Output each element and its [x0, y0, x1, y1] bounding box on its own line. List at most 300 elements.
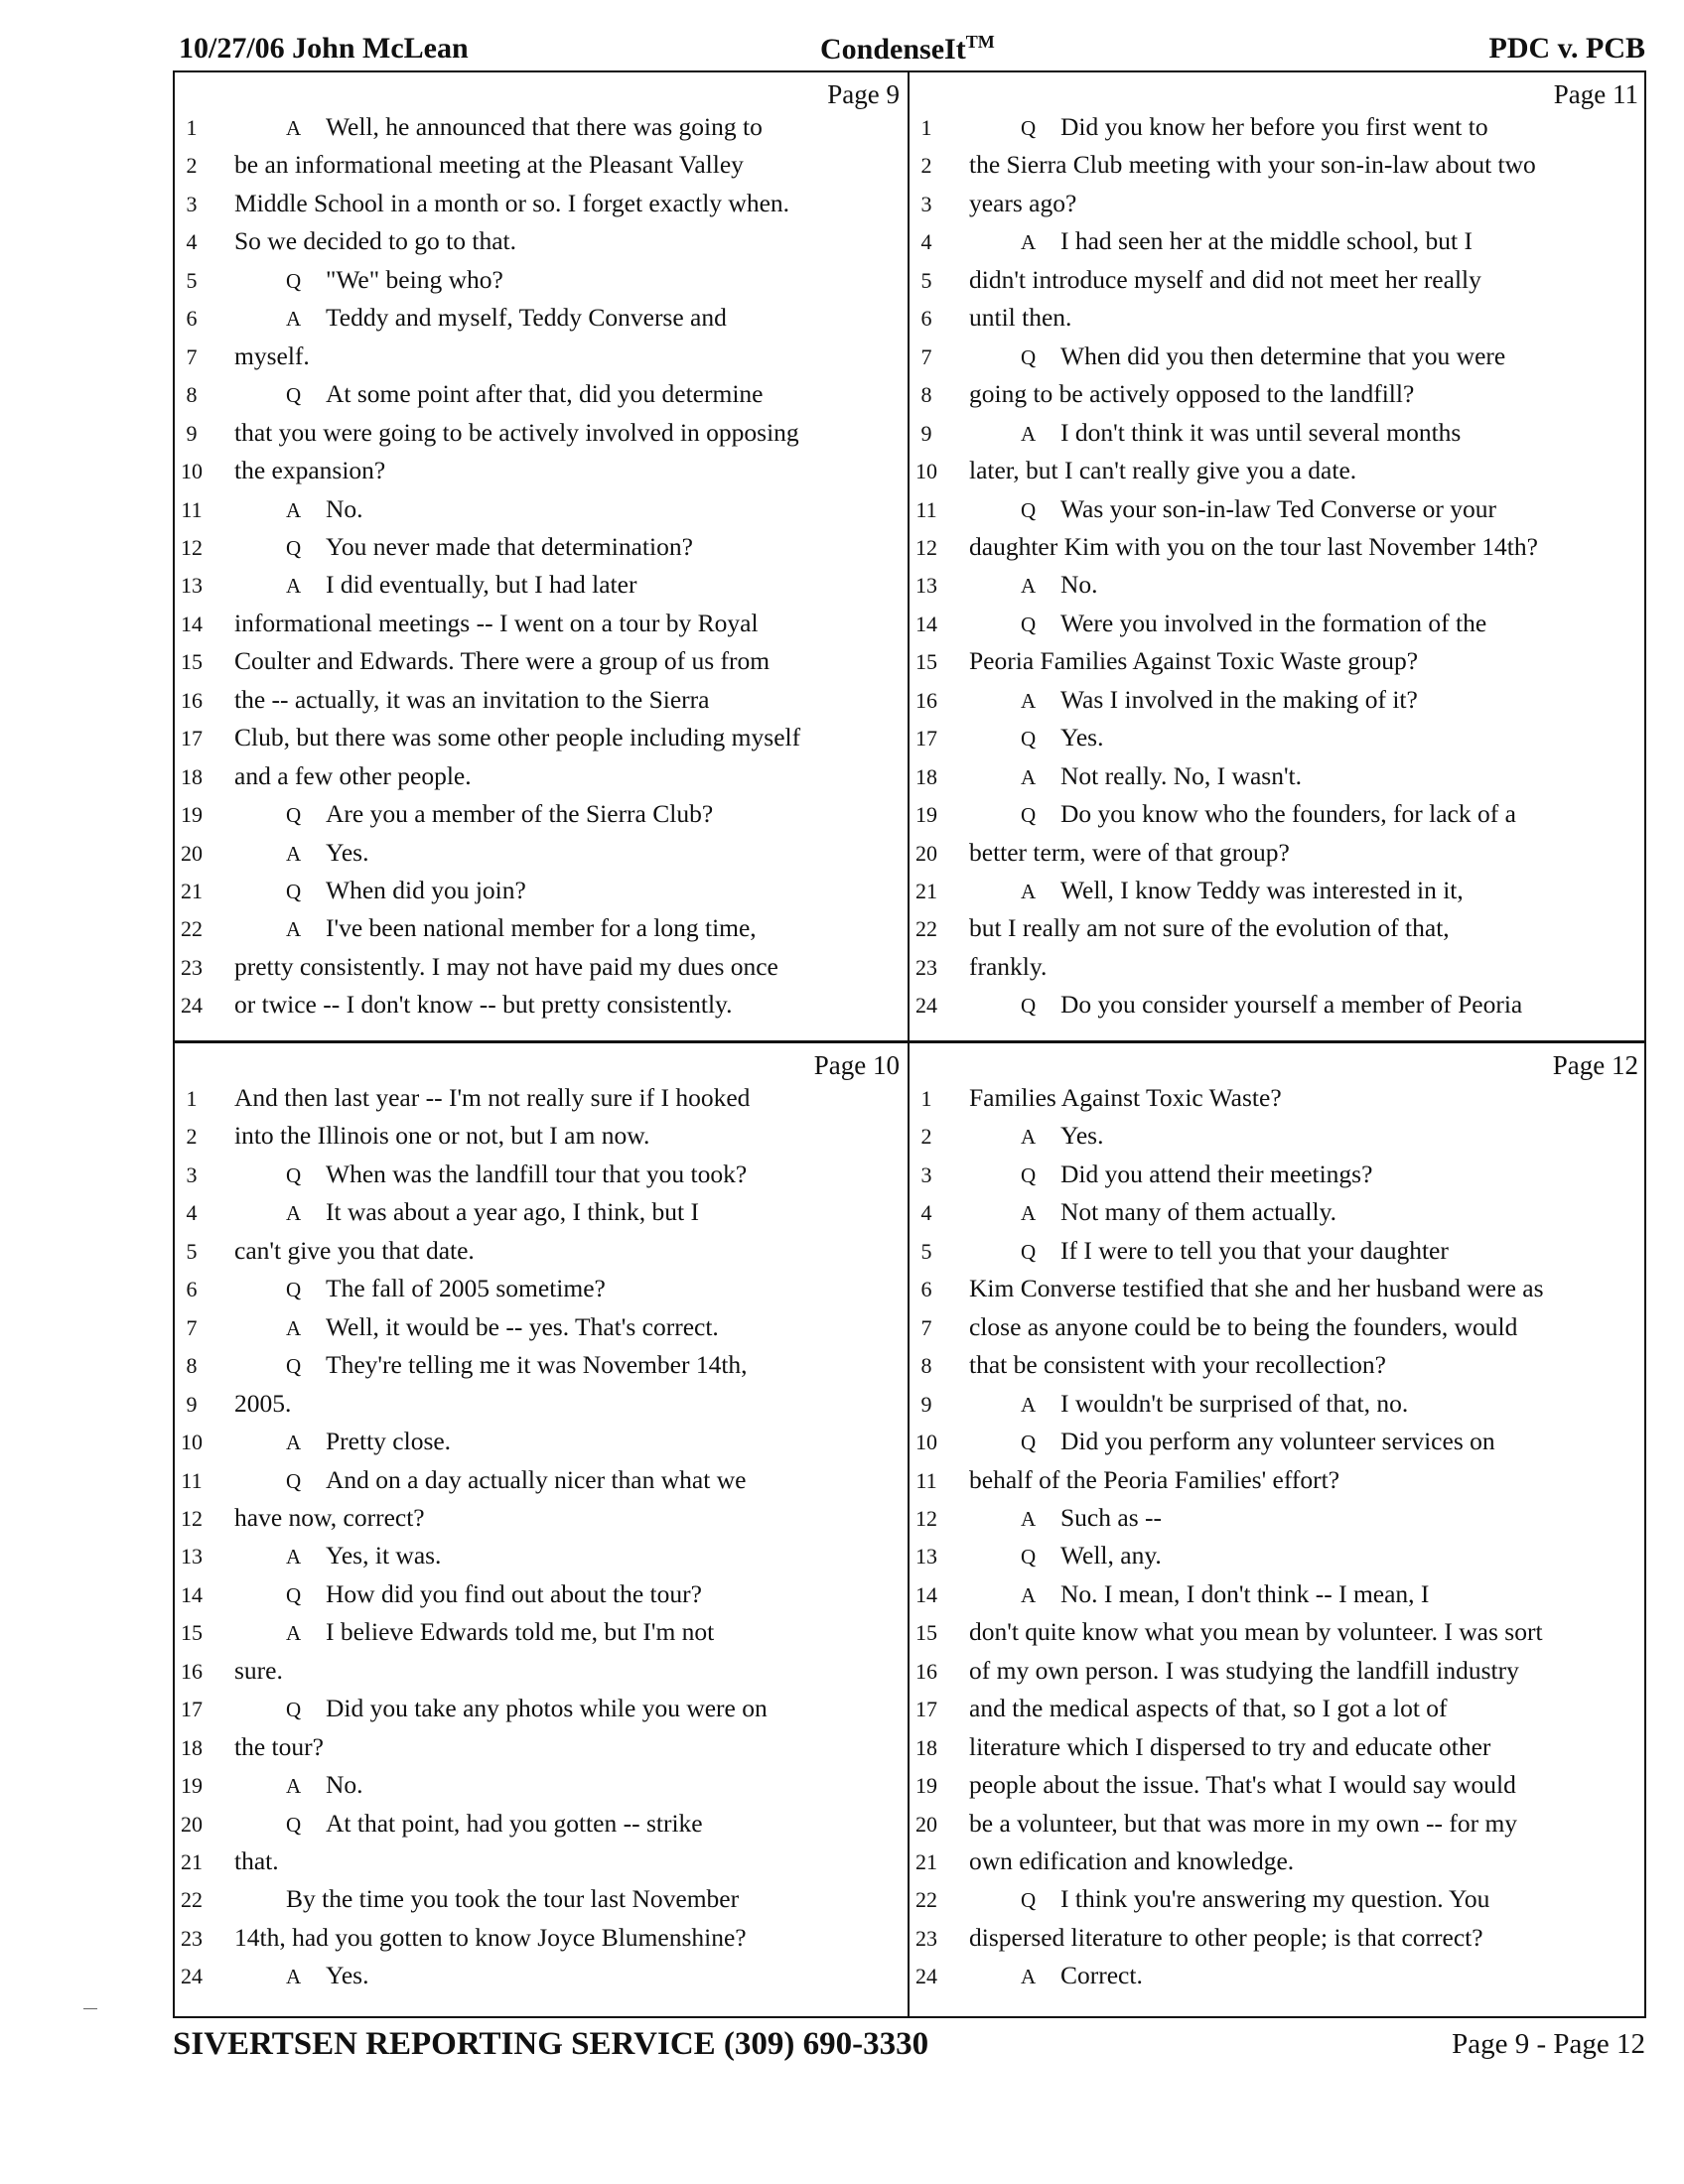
line-number: 12: [181, 1505, 203, 1531]
transcript-line: [175, 1121, 908, 1160]
line-number: 3: [920, 1161, 932, 1187]
line-number: 11: [181, 496, 203, 522]
testimony-text: They're telling me it was November 14th,: [326, 1350, 748, 1380]
testimony-text: pretty consistently. I may not have paid my dues once: [234, 951, 778, 981]
line-number: 4: [186, 1200, 198, 1226]
speaker-marker: Q: [1021, 1545, 1037, 1570]
line-number: 9: [920, 1391, 932, 1417]
testimony-text: own edification and knowledge.: [969, 1846, 1295, 1875]
testimony-text: Such as --: [1060, 1502, 1162, 1532]
line-number: 17: [181, 726, 203, 751]
speaker-marker: A: [1021, 1125, 1037, 1150]
speaker-marker: Q: [286, 1278, 302, 1302]
line-text: [234, 456, 385, 485]
line-text: [234, 609, 759, 638]
transcript-line: [910, 1694, 1646, 1732]
transcript-line: [910, 1197, 1646, 1236]
line-number: 11: [181, 1467, 203, 1493]
page-number: Page 11: [1553, 79, 1638, 109]
transcript-line: [910, 1160, 1646, 1198]
speaker-marker: Q: [1021, 727, 1037, 751]
line-number: 5: [920, 1238, 932, 1264]
line-text: [286, 876, 526, 905]
line-text: [234, 1732, 324, 1762]
line-text: [286, 1884, 739, 1914]
footer-page-range: Page 9 - Page 12: [1452, 2028, 1645, 2060]
transcript-line: [175, 646, 908, 685]
transcript-line: [175, 1694, 908, 1732]
transcript-line: [910, 1503, 1646, 1542]
line-number: 1: [920, 1086, 932, 1111]
testimony-text: I did eventually, but I had later: [326, 570, 637, 600]
transcript-line: [910, 1389, 1646, 1428]
line-number: 1: [186, 1086, 198, 1111]
testimony-text: Well, I know Teddy was interested in it,: [1060, 876, 1464, 904]
line-text: [1021, 1389, 1408, 1419]
line-number: 22: [915, 1887, 937, 1913]
speaker-marker: A: [1021, 230, 1037, 255]
speaker-marker: A: [286, 841, 302, 866]
transcript-line: [175, 685, 908, 724]
testimony-text: Well, any.: [1060, 1541, 1162, 1570]
transcript-line: [910, 226, 1646, 265]
speaker-marker: A: [1021, 880, 1037, 903]
line-number: 13: [181, 573, 203, 599]
line-text: [1021, 1579, 1429, 1609]
testimony-text: Families Against Toxic Waste?: [969, 1083, 1282, 1112]
speaker-marker: Q: [286, 1468, 302, 1493]
transcript-line: [910, 341, 1646, 380]
line-number: 23: [181, 1925, 203, 1951]
speaker-marker: Q: [286, 1162, 302, 1187]
testimony-text: that be consistent with your recollection?: [969, 1350, 1386, 1380]
line-text: [286, 1350, 748, 1380]
transcript-page-9: [175, 72, 908, 1040]
testimony-text: and a few other people.: [234, 760, 472, 790]
speaker-marker: Q: [1021, 1162, 1037, 1187]
line-text: [969, 303, 1071, 333]
line-text: [286, 532, 693, 562]
speaker-marker: A: [286, 1315, 302, 1340]
line-text: [234, 685, 709, 715]
transcript-line: [175, 1427, 908, 1465]
line-text: [969, 1350, 1386, 1380]
transcript-line: [910, 1656, 1646, 1695]
line-number: 24: [181, 1964, 203, 1989]
line-text: [1021, 1503, 1162, 1533]
line-text: [234, 1503, 425, 1533]
line-number: 20: [181, 840, 203, 866]
line-number: 1: [186, 115, 198, 140]
line-text: [234, 990, 733, 1020]
line-text: [286, 265, 503, 295]
transcript-line: [175, 1846, 908, 1885]
testimony-text: the expansion?: [234, 456, 386, 485]
line-text: [286, 1770, 363, 1800]
transcript-line: [910, 189, 1646, 227]
transcript-line: [910, 1541, 1646, 1579]
testimony-text: the -- actually, it was an invitation to the Sierra: [234, 684, 710, 714]
line-text: [1021, 609, 1486, 638]
line-text: [1021, 1236, 1449, 1266]
transcript-line: [175, 226, 908, 265]
transcript-line: [175, 761, 908, 800]
line-number: 11: [915, 1467, 937, 1493]
transcript-line: [175, 456, 908, 494]
line-text: [1021, 1427, 1495, 1456]
transcript-line: [910, 494, 1646, 533]
testimony-text: frankly.: [969, 951, 1048, 981]
transcript-line: [910, 1923, 1646, 1962]
page-number: Page 10: [813, 1050, 900, 1080]
testimony-text: Yes, it was.: [326, 1541, 442, 1570]
transcript-line: [175, 1465, 908, 1504]
line-text: [234, 341, 310, 371]
transcript-line: [910, 1465, 1646, 1504]
transcript-line: [175, 341, 908, 380]
transcript-line: [910, 1579, 1646, 1618]
line-number: 2: [186, 1124, 198, 1150]
testimony-text: I've been national member for a long time,: [326, 913, 757, 943]
transcript-frame: [173, 70, 1646, 2018]
testimony-text: years ago?: [969, 188, 1077, 217]
line-text: [286, 1541, 441, 1570]
line-text: [286, 1961, 368, 1990]
transcript-line: [175, 1274, 908, 1312]
testimony-text: dispersed literature to other people; is that correct?: [969, 1922, 1483, 1952]
transcript-line: [910, 990, 1646, 1028]
line-text: [286, 838, 368, 868]
line-text: [286, 1160, 747, 1189]
line-text: [969, 1083, 1282, 1113]
testimony-text: Do you consider yourself a member of Peoria: [1060, 990, 1523, 1020]
line-number: 16: [915, 687, 937, 713]
testimony-text: Not many of them actually.: [1060, 1197, 1337, 1227]
speaker-marker: Q: [286, 803, 302, 828]
line-text: [969, 1617, 1543, 1647]
line-text: [969, 1732, 1490, 1762]
testimony-text: At that point, had you gotten -- strike: [326, 1808, 703, 1838]
transcript-line: [910, 570, 1646, 609]
speaker-marker: Q: [1021, 994, 1037, 1019]
line-number: 9: [920, 420, 932, 446]
line-text: [234, 1923, 747, 1953]
speaker-marker: A: [1021, 1506, 1037, 1531]
line-number: 7: [920, 343, 932, 369]
speaker-marker: Q: [1021, 344, 1037, 369]
line-number: 17: [915, 726, 937, 751]
speaker-marker: Q: [1021, 116, 1037, 140]
testimony-text: No.: [326, 493, 363, 523]
line-text: [969, 1846, 1294, 1876]
transcript-line: [910, 799, 1646, 838]
testimony-text: By the time you took the tour last November: [286, 1884, 740, 1914]
line-number: 13: [915, 573, 937, 599]
testimony-text: until then.: [969, 303, 1072, 333]
line-number: 15: [181, 1620, 203, 1646]
transcript-line: [910, 379, 1646, 418]
transcript-line: [175, 265, 908, 304]
line-text: [286, 1427, 451, 1456]
page-number: Page 12: [1552, 1050, 1638, 1080]
line-number: 19: [181, 802, 203, 828]
testimony-text: Kim Converse testified that she and her husband were as: [969, 1274, 1544, 1303]
transcript-line: [175, 838, 908, 877]
speaker-marker: Q: [286, 1698, 302, 1722]
header-case-name: PDC v. PCB: [1488, 32, 1645, 65]
testimony-text: the Sierra Club meeting with your son-in-law about two: [969, 150, 1536, 180]
transcript-line: [175, 1884, 908, 1923]
transcript-line: [175, 952, 908, 991]
transcript-line: [175, 609, 908, 647]
transcript-line: [175, 570, 908, 609]
line-number: 23: [915, 1925, 937, 1951]
testimony-text: going to be actively opposed to the landfill?: [969, 379, 1415, 409]
transcript-line: [175, 799, 908, 838]
line-number: 12: [915, 534, 937, 560]
testimony-text: close as anyone could be to being the founders, would: [969, 1311, 1518, 1341]
speaker-marker: Q: [1021, 1239, 1037, 1264]
transcript-line: [175, 1617, 908, 1656]
line-number: 2: [186, 153, 198, 179]
speaker-marker: Q: [286, 880, 302, 903]
line-text: [286, 1274, 606, 1303]
testimony-text: If I were to tell you that your daughter: [1060, 1235, 1449, 1265]
line-number: 1: [920, 115, 932, 140]
transcript-line: [910, 1809, 1646, 1847]
line-number: 24: [915, 993, 937, 1019]
speaker-marker: A: [286, 116, 302, 140]
line-text: [969, 913, 1450, 943]
speaker-marker: A: [286, 1965, 302, 1989]
testimony-text: myself.: [234, 341, 310, 370]
testimony-text: Coulter and Edwards. There were a group of us from: [234, 646, 771, 676]
transcript-line: [175, 189, 908, 227]
transcript-line: [910, 1427, 1646, 1465]
testimony-text: informational meetings -- I went on a tour by Royal: [234, 608, 759, 637]
line-number: 12: [181, 534, 203, 560]
line-number: 5: [920, 267, 932, 293]
testimony-text: Did you take any photos while you were on: [326, 1694, 768, 1723]
line-text: [234, 1846, 279, 1876]
testimony-text: Did you attend their meetings?: [1060, 1159, 1373, 1188]
testimony-text: And on a day actually nicer than what we: [326, 1464, 747, 1494]
transcript-line: [175, 876, 908, 914]
testimony-text: be a volunteer, but that was more in my own -- for my: [969, 1808, 1518, 1838]
testimony-text: Well, it would be -- yes. That's correct.: [326, 1311, 719, 1341]
line-text: [969, 265, 1481, 295]
line-text: [969, 952, 1047, 982]
transcript-line: [910, 609, 1646, 647]
testimony-text: I believe Edwards told me, but I'm not: [326, 1617, 715, 1647]
line-text: [234, 1083, 750, 1113]
line-number: 6: [920, 306, 932, 332]
transcript-line: [175, 1770, 908, 1809]
line-number: 19: [181, 1773, 203, 1799]
speaker-marker: Q: [1021, 1888, 1037, 1913]
line-number: 14: [915, 1581, 937, 1607]
line-text: [1021, 1961, 1143, 1990]
testimony-text: that.: [234, 1846, 279, 1875]
speaker-marker: Q: [286, 383, 302, 408]
line-text: [234, 723, 800, 752]
line-text: [1021, 799, 1516, 829]
testimony-text: When did you then determine that you were: [1060, 341, 1506, 370]
transcript-line: [175, 532, 908, 571]
line-text: [286, 112, 763, 142]
testimony-text: Middle School in a month or so. I forget exactly when.: [234, 188, 790, 217]
line-text: [1021, 1160, 1372, 1189]
line-number: 21: [915, 1849, 937, 1874]
testimony-text: 2005.: [234, 1388, 292, 1418]
testimony-text: I think you're answering my question. You: [1060, 1884, 1490, 1914]
testimony-text: don't quite know what you mean by volunteer. I was sort: [969, 1617, 1543, 1647]
speaker-marker: A: [1021, 764, 1037, 789]
transcript-page-10: [175, 1043, 908, 2018]
transcript-line: [910, 303, 1646, 341]
speaker-marker: Q: [286, 268, 302, 293]
testimony-text: When did you join?: [326, 876, 526, 904]
testimony-text: Do you know who the founders, for lack of a: [1060, 799, 1516, 829]
line-text: [234, 150, 744, 180]
transcript-line: [910, 418, 1646, 457]
testimony-text: literature which I dispersed to try and educate other: [969, 1731, 1491, 1761]
line-number: 2: [920, 1124, 932, 1150]
header-deposition-date-witness: 10/27/06 John McLean: [179, 32, 469, 65]
line-text: [1021, 570, 1098, 600]
transcript-line: [910, 723, 1646, 761]
speaker-marker: A: [286, 1545, 302, 1570]
testimony-text: Are you a member of the Sierra Club?: [326, 799, 714, 829]
line-number: 10: [915, 459, 937, 484]
line-number: 8: [186, 382, 198, 408]
transcript-line: [910, 646, 1646, 685]
transcript-line: [175, 1083, 908, 1122]
testimony-text: be an informational meeting at the Pleasant Valley: [234, 150, 744, 180]
line-number: 14: [181, 611, 203, 636]
line-number: 17: [915, 1697, 937, 1722]
line-number: 20: [915, 1811, 937, 1837]
transcript-line: [175, 1389, 908, 1428]
line-number: 4: [920, 229, 932, 255]
testimony-text: sure.: [234, 1655, 283, 1685]
transcript-line: [910, 1961, 1646, 1999]
testimony-text: I don't think it was until several months: [1060, 417, 1462, 447]
testimony-text: You never made that determination?: [326, 531, 693, 561]
line-number: 23: [181, 954, 203, 980]
line-text: [286, 913, 757, 943]
speaker-marker: A: [286, 307, 302, 332]
testimony-text: Yes.: [1060, 1121, 1104, 1151]
line-text: [234, 1656, 283, 1686]
transcript-line: [175, 1732, 908, 1771]
line-number: 18: [181, 1734, 203, 1760]
line-text: [286, 1617, 714, 1647]
transcript-line: [910, 1350, 1646, 1389]
line-number: 5: [186, 267, 198, 293]
line-text: [286, 1465, 746, 1495]
transcript-line: [910, 1274, 1646, 1312]
trademark-mark: TM: [965, 32, 995, 52]
speaker-marker: Q: [1021, 612, 1037, 636]
page-number: Page 9: [827, 79, 900, 109]
testimony-text: have now, correct?: [234, 1502, 425, 1532]
line-text: [1021, 876, 1464, 905]
line-number: 7: [186, 343, 198, 369]
line-number: 16: [181, 1658, 203, 1684]
speaker-marker: A: [286, 574, 302, 599]
line-text: [1021, 723, 1103, 752]
line-number: 17: [181, 1697, 203, 1722]
testimony-text: No.: [326, 1770, 363, 1800]
line-text: [286, 379, 763, 409]
testimony-text: Not really. No, I wasn't.: [1060, 760, 1303, 790]
testimony-text: When was the landfill tour that you took?: [326, 1159, 748, 1188]
line-text: [969, 456, 1356, 485]
transcript-line: [175, 1160, 908, 1198]
testimony-text: Did you know her before you first went to: [1060, 112, 1488, 141]
speaker-marker: A: [1021, 1201, 1037, 1226]
line-text: [1021, 990, 1522, 1020]
line-number: 19: [915, 802, 937, 828]
line-text: [286, 303, 727, 333]
transcript-line: [910, 685, 1646, 724]
transcript-line: [175, 1197, 908, 1236]
speaker-marker: Q: [1021, 497, 1037, 522]
line-number: 11: [915, 496, 937, 522]
transcript-line: [910, 838, 1646, 877]
transcript-line: [910, 112, 1646, 151]
line-number: 24: [181, 993, 203, 1019]
line-number: 7: [920, 1314, 932, 1340]
line-number: 21: [915, 879, 937, 903]
line-text: [234, 761, 472, 791]
line-text: [1021, 761, 1302, 791]
line-number: 6: [920, 1277, 932, 1302]
line-number: 5: [186, 1238, 198, 1264]
line-number: 12: [915, 1505, 937, 1531]
line-text: [234, 1121, 649, 1151]
line-number: 13: [915, 1544, 937, 1570]
transcript-line: [175, 112, 908, 151]
line-text: [1021, 1121, 1103, 1151]
line-number: 8: [186, 1353, 198, 1379]
testimony-text: that you were going to be actively involved in opposing: [234, 417, 799, 447]
transcript-line: [910, 1846, 1646, 1885]
transcript-line: [910, 1884, 1646, 1923]
line-number: 21: [181, 879, 203, 903]
speaker-marker: A: [286, 1774, 302, 1799]
header-condenseit-label: CondenseIt: [820, 33, 966, 66]
line-text: [286, 799, 713, 829]
line-text: [969, 1274, 1544, 1303]
line-text: [286, 1809, 703, 1839]
testimony-text: people about the issue. That's what I would say would: [969, 1770, 1516, 1800]
testimony-text: Well, he announced that there was going to: [326, 112, 763, 141]
line-number: 18: [915, 1734, 937, 1760]
transcript-line: [910, 1236, 1646, 1275]
testimony-text: daughter Kim with you on the tour last November 14th?: [969, 531, 1538, 561]
line-number: 15: [915, 649, 937, 675]
line-number: 3: [920, 191, 932, 216]
line-text: [1021, 685, 1418, 715]
testimony-text: Teddy and myself, Teddy Converse and: [326, 303, 727, 333]
line-text: [286, 1694, 768, 1723]
speaker-marker: Q: [286, 1812, 302, 1837]
line-text: [286, 570, 636, 600]
line-number: 6: [186, 1277, 198, 1302]
line-number: 4: [920, 1200, 932, 1226]
